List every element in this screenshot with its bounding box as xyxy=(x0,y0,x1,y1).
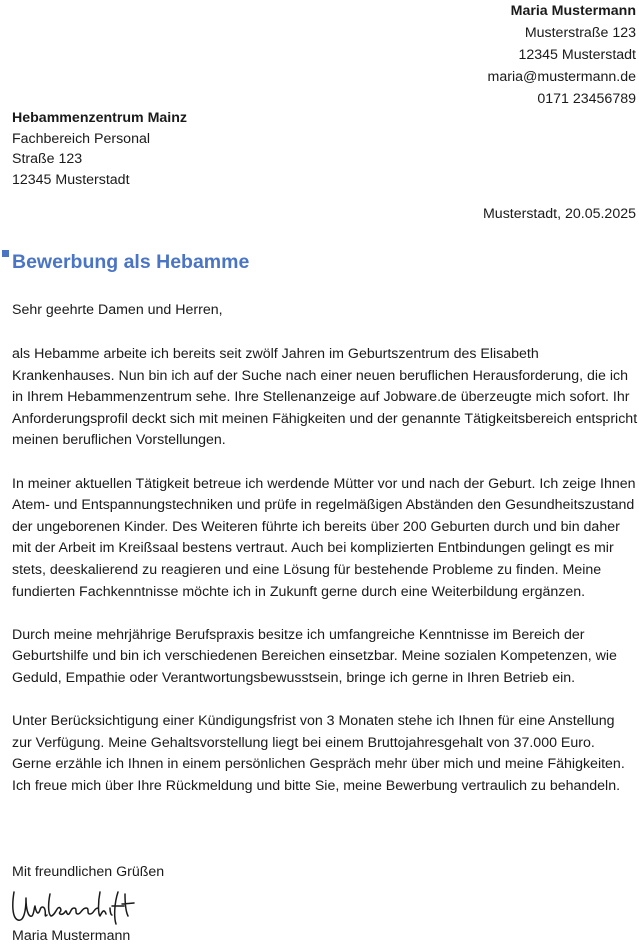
letter-subject: Bewerbung als Hebamme xyxy=(12,251,250,273)
letter-date: Musterstadt, 20.05.2025 xyxy=(482,206,636,222)
recipient-address-block xyxy=(12,108,187,190)
sender-city: 12345 Musterstadt xyxy=(518,47,636,63)
sender-name: Maria Mustermann xyxy=(510,3,636,19)
body-paragraph: In meiner aktuellen Tätigkeit betreue ich werdende Mütter vor und nach der Geburt. Ich zeige Ihnen Atem- und Entspannungstechniken und prüfe in regelmäßigen Abständen den Gesundheitszustand der ungeborenen Kinder. Des Weiteren führte ich bereits über 200 Geburten durch und bin daher mit der Arbeit im Kreißsaal bestens vertraut. Auch bei komplizierten Entbindungen gelingt es mir stets, deeskalierend zu reagieren und eine Lösung für bestehende Probleme zu finden. Meine fundierten Fachkenntnisse möchte ich in Zukunft gerne durch eine Weiterbildung ergänzen. xyxy=(12,475,636,600)
salutation: Sehr geehrte Damen und Herren, xyxy=(12,302,223,318)
sender-phone: 0171 23456789 xyxy=(537,91,636,107)
recipient-department: Fachbereich Personal xyxy=(12,130,151,147)
body-paragraph: Unter Berücksichtigung einer Kündigungsfrist von 3 Monaten stehe ich Ihnen für eine Anstellung zur Verfügung. Meine Gehaltsvorstellung liegt bei einem Bruttojahresgehalt von 37.000 Euro. Gerne erzähle ich Ihnen in einem persönlichen Gespräch mehr über mich und meine Fähigkeiten. Ich freue mich über Ihre Rückmeldung und bitte Sie, meine Bewerbung vertraulich zu behandeln. xyxy=(12,713,625,794)
body-paragraph: Durch meine mehrjährige Berufspraxis besitze ich umfangreiche Kenntnisse im Bereich der Geburtshilfe und bin ich verschiedenen Bereichen einsetzbar. Meine sozialen Kompetenzen, wie Geduld, Empathie oder Verantwortungsbewusstsein, bringe ich gerne in Ihren Betrieb ein. xyxy=(12,626,617,686)
signer-name: Maria Mustermann xyxy=(12,928,131,944)
sender-email: maria@mustermann.de xyxy=(487,69,636,85)
sender-street: Musterstraße 123 xyxy=(524,25,636,41)
handwritten-signature xyxy=(8,884,138,928)
closing-phrase: Mit freundlichen Grüßen xyxy=(12,864,165,880)
sender-address-block xyxy=(488,0,636,110)
letter-body xyxy=(12,344,638,819)
recipient-city: 12345 Musterstadt xyxy=(12,171,130,188)
recipient-organization: Hebammenzentrum Mainz xyxy=(12,110,188,126)
body-paragraph: als Hebamme arbeite ich bereits seit zwölf Jahren im Geburtszentrum des Elisabeth Krankenhauses. Nun bin ich auf der Suche nach einer neuen beruflichen Herausforderung, die ich in Ihrem Hebammenzentrum sehe. Ihre Stellenanzeige auf Jobware.de überzeugte mich sofort. Ihr Anforderungsprofil deckt sich mit meinen Fähigkeiten und der genannte Tätigkeitsbereich entspricht meinen beruflichen Vorstellungen. xyxy=(12,346,638,449)
subject-accent-mark xyxy=(2,250,9,257)
recipient-street: Straße 123 xyxy=(12,151,83,167)
